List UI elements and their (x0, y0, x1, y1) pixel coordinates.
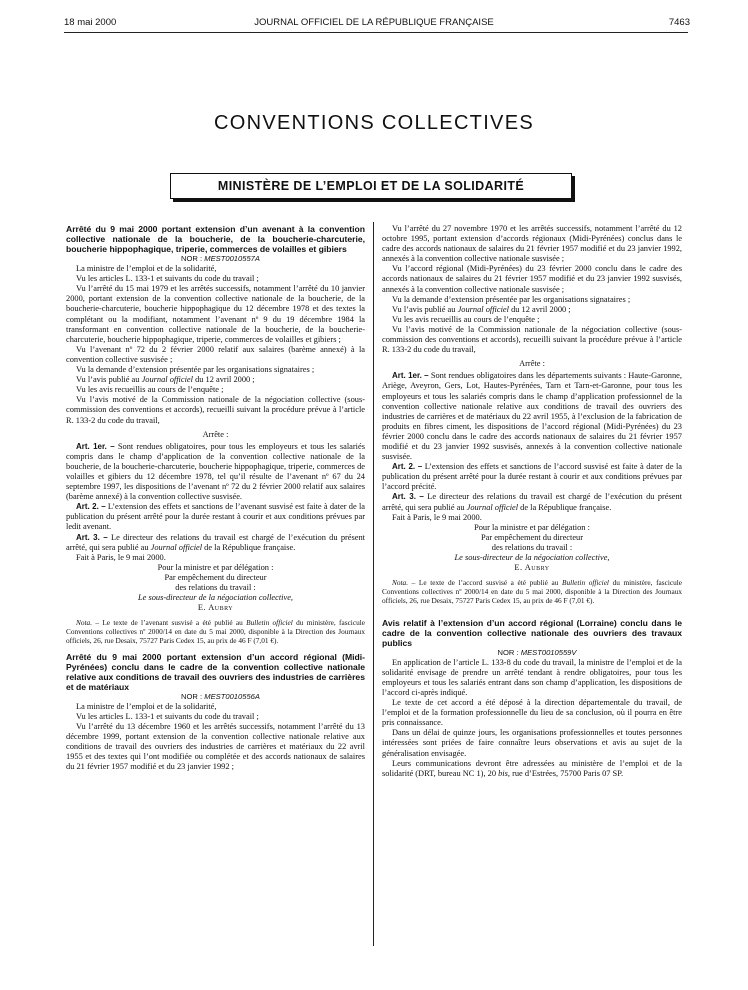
doc2-para: Vu l’avis motivé de la Commission nationale de la négociation collective (sous-commission des conventions et accords), recueilli suivant la procédure prévue à l’article R. 133-2 du code du travail, (382, 324, 682, 355)
doc1-para: Vu l’arrêté du 15 mai 1979 et les arrêtés successifs, notamment l’arrêté du 10 janvier 2000, portant extension de la convention collective nationale de la boucherie, de la boucherie-charcuterie, boucherie hippophagique du 12 décembre 1978 et des textes la complétant ou la modifiant, notamment l’avenant nº 9 du 19 décembre 1984 la transformant en convention collective nationale de la boucherie, de la boucherie-charcuterie, boucherie hippophagique, triperie, commerces de volailles et gibiers ; (66, 284, 365, 344)
article-label: Art. 3. – (392, 492, 424, 502)
text-run: Leurs communications devront être adressées au ministère de l’emploi et de la solidarité (DRT, bureau NC 1), 20 (382, 758, 682, 778)
article-text: Le directeur des relations du travail est chargé de l’exécution du présent arrêté, qui sera publié au (382, 492, 683, 512)
text-run: du 12 avril 2000 ; (508, 304, 571, 314)
article-text: de la République française. (202, 542, 296, 552)
doc3-nor (382, 648, 682, 658)
doc1-title: Arrêté du 9 mai 2000 portant extension d’un avenant à la convention collective nationale de la boucherie, de la boucherie-charcuterie, boucherie hippophagique, triperie, commerces de volailles et gibiers (66, 224, 365, 254)
doc1-para: Vu la demande d’extension présentée par les organisations signataires ; (76, 365, 315, 375)
note-label: Nota. – (76, 618, 99, 628)
doc3-title: Avis relatif à l’extension d’un accord régional (Lorraine) conclu dans le cadre de la convention collective nationale des ouvriers des travaux publics (382, 617, 682, 648)
journal-ref: Journal officiel (457, 304, 509, 314)
note-text: du ministère, fascicule Conventions collectives nº 2000/14 en date du 5 mai 2000, disponible à la Direction des Journaux officiels, 26, rue Desaix, 75727 Paris Cedex 15, au prix de 46 F (7,01 €). (66, 618, 365, 645)
doc1-article-2 (66, 502, 365, 532)
text-run: rue d’Estrées, 75700 Paris 07 SP. (509, 768, 624, 778)
doc3-para (382, 759, 682, 779)
doc1-arrete: Arrête : (202, 429, 229, 439)
doc1-para: Vu l’avis motivé de la Commission nationale de la négociation collective (sous-commission des conventions et accords), recueilli suivant la procédure prévue à l’article R. 133-2 du code du travail, (66, 395, 365, 425)
left-column (66, 224, 365, 772)
doc3-para: En application de l’article L. 133-8 du code du travail, la ministre de l’emploi et de la solidarité envisage de prendre un arrêté tendant à rendre obligatoires, pour tous les employeurs et tous les salariés entrant dans son champ d’application, les dispositions de l’accord ci-après indiqué. (382, 657, 682, 697)
doc2-signature-line: Par empêchement du directeur (480, 532, 584, 542)
running-header (0, 17, 748, 31)
doc2-para: Vu les avis recueillis au cours de l’enquête ; (392, 314, 540, 324)
nor-code: MESТ0010559V (520, 647, 577, 657)
nor-code: MESТ0010556A (204, 691, 260, 701)
column-divider (373, 222, 374, 946)
doc1-fait: Fait à Paris, le 9 mai 2000. (76, 552, 166, 562)
nor-code: MESТ0010557A (204, 254, 260, 263)
doc1-para: Vu l’avenant nº 72 du 2 février 2000 relatif aux salaires (barème annexé) à la convention collective susvisée ; (66, 344, 365, 364)
doc1-nor (66, 254, 365, 264)
doc2-signatory: E. Aubry (514, 563, 550, 573)
note-text: du ministère, fascicule Conventions collectives nº 2000/14 en date du 5 mai 2000, disponible à la Direction des Journaux officiels, 26, rue Desaix, 75727 Paris Cedex 15, au prix de 46 F (7,01 €). (382, 578, 682, 605)
doc1-note (66, 619, 365, 645)
doc2-article-3 (382, 492, 682, 512)
article-label: Art. 3. – (76, 532, 108, 542)
article-label: Art. 1er. – (76, 441, 115, 451)
article-text: Le directeur des relations du travail est chargé de l’exécution du présent arrêté, qui sera publié au (66, 532, 366, 552)
address-bis: bis, (498, 768, 510, 778)
doc1-para: Vu les avis recueillis au cours de l’enquête ; (76, 385, 224, 395)
doc2-para: Vu l’arrêté du 13 décembre 1960 et les arrêtés successifs, notamment l’arrêté du 13 décembre 1999, portant extension de la convention collective nationale relative aux conditions de travail des ouvriers des industries de carrières et matériaux du 22 avril 1955 et des textes qui l’ont modifiée ou complétée et des accords nationaux de salaires du 21 février 1957 modifié et du 23 janvier 1992 ; (66, 721, 365, 772)
doc2-para: Vu l’accord régional (Midi-Pyrénées) du 23 février 2000 conclu dans le cadre des accords nationaux de salaires du 21 février 1957 modifié et du 23 janvier 1992 susvisés, annexés à la convention collective nationale susvisée ; (382, 264, 682, 294)
doc2-nor (66, 692, 365, 702)
journal-ref: Journal officiel (150, 542, 203, 552)
doc1-signature-line: Par empêchement du directeur (164, 572, 267, 582)
doc3-para: Le texte de cet accord a été déposé à la direction départementale du travail, de l’emploi et de la formation professionnelle du lieu de sa conclusion, où il pourra en être pris connaissance. (382, 698, 682, 728)
doc2-signature-title: Le sous-directeur de la négociation collective, (454, 553, 610, 562)
ministry-banner (170, 173, 572, 199)
bulletin-ref: Bulletin officiel (246, 618, 293, 628)
doc2-arrete: Arrête : (519, 359, 545, 369)
header-rule (64, 32, 688, 33)
doc2-para (382, 305, 682, 315)
doc1-signatory: E. Aubry (197, 603, 234, 613)
article-text: Sont rendues obligatoires, pour tous les employeurs et tous les salariés compris dans le champ d’application de la convention collective nationale de la boucherie, de la boucherie-charcuterie, boucherie hippophagique, triperie, commerces de volailles et gibiers du 12 décembre 1978, tel qu’il résulte de l’avenant nº 67 du 24 septembre 1997, les dispositions de l’avenant nº 72 du 2 février 2000 relatif aux salaires (barème annexé) à la convention collective susvisée. (66, 441, 365, 502)
header-date: 18 mai 2000 (64, 17, 117, 28)
doc1-article-3 (66, 533, 365, 553)
ministry-name: MINISTÈRE DE L’EMPLOI ET DE LA SOLIDARITÉ (217, 179, 525, 193)
text-run: Vu l’avis publié au (76, 375, 142, 385)
doc2-article-1 (382, 371, 682, 462)
text-run: du 12 avril 2000 ; (192, 375, 255, 385)
article-text: Sont rendues obligatoires dans les départements suivants : Haute-Garonne, Ariège, Aveyron, Gers, Lot, Hautes-Pyrénées, Tarn et Tarn-et-Garonne, pour tous les employeurs et tous les salariés compris dans le champ d’application professionnel de la convention collective nationale relative aux conditions de travail des ouvriers des industries de carrières et de matériaux du 22 avril 1955, à l’exclusion de la fabrication de produits en fibres ciment, les dispositions de l’accord régional (Midi-Pyrénées) du 23 février 2000 conclu dans le cadre des accords nationaux de salaires du 21 février 1957 modifié et du 23 janvier 1992 susvisés, annexés à la convention collective nationale susvisée. (382, 371, 682, 462)
right-column (382, 224, 682, 779)
doc2-para: Vu la demande d’extension présentée par les organisations signataires ; (392, 294, 631, 304)
article-label: Art. 1er. – (392, 371, 429, 381)
doc1-signature-line: des relations du travail : (175, 583, 256, 592)
nor-label: NOR : (497, 647, 519, 657)
doc2-para: Vu les articles L. 133-1 et suivants du code du travail ; (76, 711, 259, 721)
doc1-article-1 (66, 442, 365, 503)
doc2-article-2 (382, 462, 682, 492)
article-text: L’extension des effets et sanctions de l’accord susvisé est faite à dater de la publication du présent arrêté pour la durée restant à courir et aux conditions prévues par l’accord précité. (382, 462, 682, 492)
doc1-para (66, 375, 365, 385)
nor-label: NOR : (181, 254, 203, 263)
doc2-title: Arrêté du 9 mai 2000 portant extension d’un accord régional (Midi-Pyrénées) conclu dans le cadre de la convention collective nationale relative aux conditions de travail des ouvriers des industries de carrières et de matériaux (66, 651, 365, 692)
note-label: Nota. – (392, 578, 416, 588)
article-text: de la République française. (518, 502, 612, 512)
doc1-para: Vu les articles L. 133-1 et suivants du code du travail ; (76, 274, 259, 284)
bulletin-ref: Bulletin officiel (561, 578, 609, 588)
doc2-signature-line: Pour la ministre et par délégation : (474, 522, 590, 532)
note-text: Le texte de l’avenant susvisé a été publié au (99, 618, 247, 628)
doc2-note (382, 579, 682, 605)
doc2-para: Vu l’arrêté du 27 novembre 1970 et les arrêtés successifs, notamment l’arrêté du 12 octobre 1995, portant extension d’accords régionaux (Midi-Pyrénées) conclus dans le cadre des accords nationaux de salaires du 21 février 1957 modifié et du 23 janvier 1992, annexés à la convention collective nationale susvisée ; (382, 224, 682, 264)
page-number: 7463 (668, 17, 690, 28)
doc2-signature-line: des relations du travail : (491, 542, 573, 552)
doc1-para: La ministre de l’emploi et de la solidarité, (76, 264, 217, 274)
doc2-para: La ministre de l’emploi et de la solidarité, (76, 701, 217, 711)
journal-ref: Journal officiel (466, 502, 519, 512)
nor-label: NOR : (181, 691, 203, 701)
journal-ref: Journal officiel (141, 375, 193, 385)
doc1-signature-title: Le sous-directeur de la négociation collective, (137, 593, 294, 603)
article-label: Art. 2. – (392, 462, 423, 472)
journal-title: JOURNAL OFFICIEL DE LA RÉPUBLIQUE FRANÇAISE (254, 17, 494, 28)
article-label: Art. 2. – (76, 502, 106, 512)
text-run: Vu l’avis publié au (392, 304, 458, 314)
section-title: CONVENTIONS COLLECTIVES (214, 112, 534, 134)
doc3-para: Dans un délai de quinze jours, les organisations professionnelles et toutes personnes intéressées sont priées de faire connaître leurs observations et avis au sujet de la généralisation envisagée. (382, 728, 682, 758)
doc1-signature-line: Pour la ministre et par délégation : (157, 562, 274, 572)
note-text: Le texte de l’accord susvisé a été publié au (415, 578, 562, 588)
article-text: L’extension des effets et sanctions de l’avenant susvisé est faite à dater de la publication du présent arrêté pour la durée restant à courir et aux conditions prévues par ledit avenant. (66, 502, 365, 532)
doc2-fait: Fait à Paris, le 9 mai 2000. (392, 512, 482, 522)
